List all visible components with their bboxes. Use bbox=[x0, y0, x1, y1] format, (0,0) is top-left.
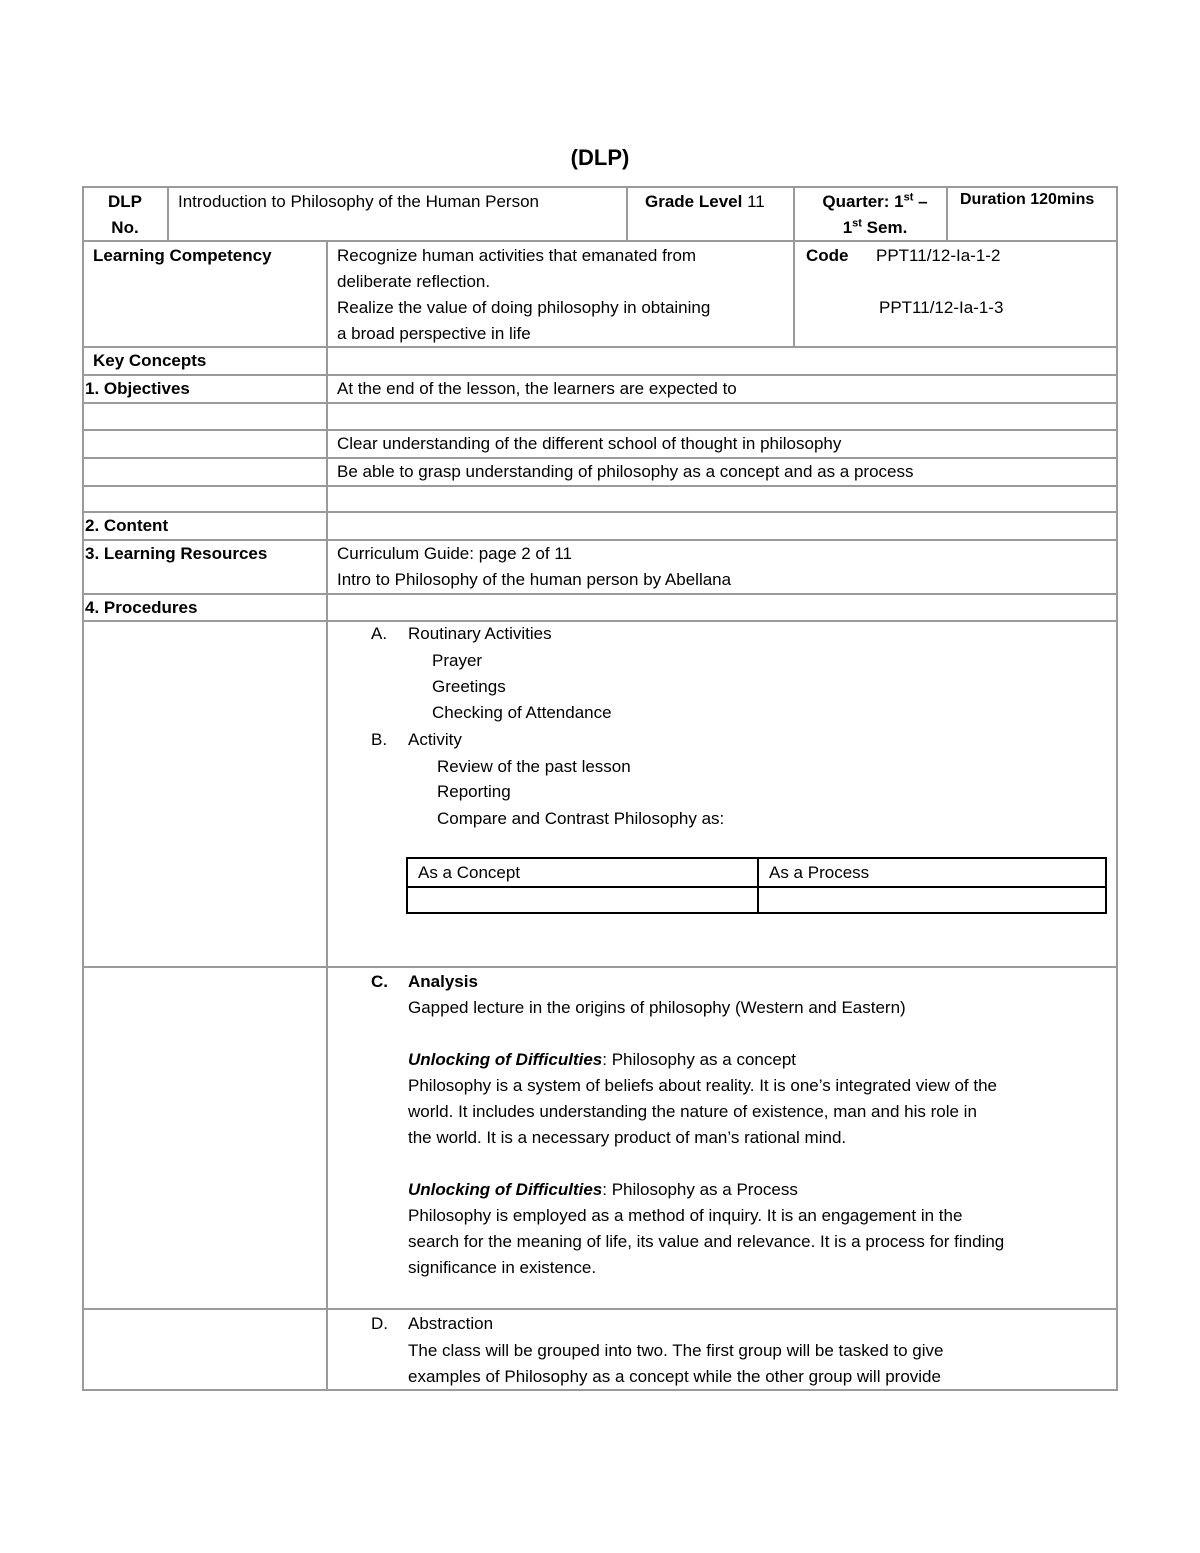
quarter-semester bbox=[810, 189, 940, 241]
compare-col-divider bbox=[757, 859, 759, 912]
procedure-d-letter: D. bbox=[371, 1314, 388, 1333]
procedure-a-letter: A. bbox=[371, 624, 388, 643]
competency-label: Learning Competency bbox=[93, 246, 272, 265]
sem-number: 1 bbox=[842, 218, 853, 237]
row-divider bbox=[82, 402, 1118, 404]
competency-line: Recognize human activities that emanated from bbox=[337, 246, 697, 265]
procedure-b-item: Compare and Contrast Philosophy as: bbox=[437, 809, 725, 828]
competency-line: Realize the value of doing philosophy in obtaining bbox=[337, 298, 711, 317]
quarter-label: Quarter: 1 bbox=[822, 192, 904, 211]
course-title: Introduction to Philosophy of the Human Person bbox=[178, 192, 539, 211]
paragraph-line: search for the meaning of life, its value and relevance. It is a process for finding bbox=[408, 1232, 1005, 1251]
code-label: Code bbox=[806, 246, 849, 265]
procedure-a-item: Greetings bbox=[432, 677, 506, 696]
paragraph-line: world. It includes understanding the nature of existence, man and his role in bbox=[408, 1102, 977, 1121]
competency-text bbox=[337, 243, 787, 347]
paragraph-line: the world. It is a necessary product of man’s rational mind. bbox=[408, 1128, 847, 1147]
col-divider bbox=[626, 186, 628, 241]
procedure-b-title: Activity bbox=[408, 730, 462, 749]
duration-label: Duration bbox=[960, 191, 1026, 208]
resource-item: Intro to Philosophy of the human person by Abellana bbox=[337, 570, 732, 589]
unlocking-topic: : Philosophy as a Process bbox=[602, 1180, 798, 1199]
quarter-sup: st bbox=[903, 191, 914, 204]
grade-level bbox=[645, 189, 765, 215]
sem-label: Sem. bbox=[861, 218, 908, 237]
unlocking-heading-2 bbox=[408, 1177, 1108, 1203]
procedure-a-title: Routinary Activities bbox=[408, 624, 552, 643]
procedure-c-letter: C. bbox=[371, 972, 388, 991]
row-divider bbox=[82, 593, 1118, 595]
unlocking-topic: : Philosophy as a concept bbox=[602, 1050, 796, 1069]
competency-line: a broad perspective in life bbox=[337, 324, 531, 343]
resources-label: 3. Learning Resources bbox=[85, 544, 268, 563]
analysis-intro: Gapped lecture in the origins of philosophy (Western and Eastern) bbox=[408, 998, 906, 1017]
paragraph-line: significance in existence. bbox=[408, 1258, 597, 1277]
procedure-a-item: Prayer bbox=[432, 651, 483, 670]
row-divider bbox=[82, 620, 1118, 622]
procedure-d-title: Abstraction bbox=[408, 1314, 494, 1333]
col-divider bbox=[326, 240, 328, 1391]
code-value-2: PPT11/12-Ia-1-3 bbox=[879, 298, 1004, 317]
row-divider bbox=[82, 240, 1118, 242]
procedure-d-line: The class will be grouped into two. The first group will be tasked to give bbox=[408, 1341, 944, 1360]
paragraph-line: Philosophy is a system of beliefs about reality. It is one’s integrated view of the bbox=[408, 1076, 998, 1095]
row-divider bbox=[82, 1308, 1118, 1310]
procedure-b-item: Review of the past lesson bbox=[437, 757, 631, 776]
col-divider bbox=[946, 186, 948, 241]
unlocking-label: Unlocking of Difficulties bbox=[408, 1180, 603, 1199]
duration bbox=[960, 187, 1094, 213]
quarter-dash: – bbox=[913, 192, 928, 211]
sem-sup: st bbox=[852, 217, 862, 230]
code-value-1: PPT11/12-Ia-1-2 bbox=[876, 246, 1001, 265]
content-label: 2. Content bbox=[85, 516, 169, 535]
procedures-label: 4. Procedures bbox=[85, 598, 198, 617]
compare-col-process: As a Process bbox=[769, 863, 870, 882]
row-divider bbox=[82, 485, 1118, 487]
grade-level-label: Grade Level bbox=[645, 192, 743, 211]
procedure-a-item: Checking of Attendance bbox=[432, 703, 612, 722]
procedure-b-letter: B. bbox=[371, 730, 388, 749]
unlocking-heading-1 bbox=[408, 1047, 1108, 1073]
key-concepts-label: Key Concepts bbox=[93, 351, 207, 370]
procedure-d-line: examples of Philosophy as a concept while the other group will provide bbox=[408, 1367, 941, 1386]
compare-contrast-table bbox=[406, 857, 1107, 914]
dlp-no-label: DLP No. bbox=[108, 192, 142, 237]
col-divider bbox=[167, 186, 169, 241]
col-divider bbox=[793, 186, 795, 241]
paragraph-line: Philosophy is employed as a method of inquiry. It is an engagement in the bbox=[408, 1206, 963, 1225]
row-divider bbox=[82, 511, 1118, 513]
col-divider bbox=[793, 240, 795, 347]
procedure-b-item: Reporting bbox=[437, 782, 511, 801]
procedure-c-body bbox=[408, 995, 1108, 1281]
document-title: (DLP) bbox=[570, 145, 630, 170]
objective-item: Be able to grasp understanding of philosophy as a concept and as a process bbox=[337, 462, 914, 481]
objective-item: Clear understanding of the different school of thought in philosophy bbox=[337, 434, 842, 453]
unlocking-label: Unlocking of Difficulties bbox=[408, 1050, 603, 1069]
grade-level-value: 11 bbox=[747, 192, 765, 211]
compare-col-concept: As a Concept bbox=[418, 863, 521, 882]
objectives-intro: At the end of the lesson, the learners are expected to bbox=[337, 379, 737, 398]
row-divider bbox=[82, 966, 1118, 968]
competency-line: deliberate reflection. bbox=[337, 272, 491, 291]
resource-item: Curriculum Guide: page 2 of 11 bbox=[337, 544, 572, 563]
objectives-label: 1. Objectives bbox=[85, 379, 190, 398]
duration-value: 120mins bbox=[1030, 191, 1095, 208]
procedure-c-title: Analysis bbox=[408, 972, 478, 991]
